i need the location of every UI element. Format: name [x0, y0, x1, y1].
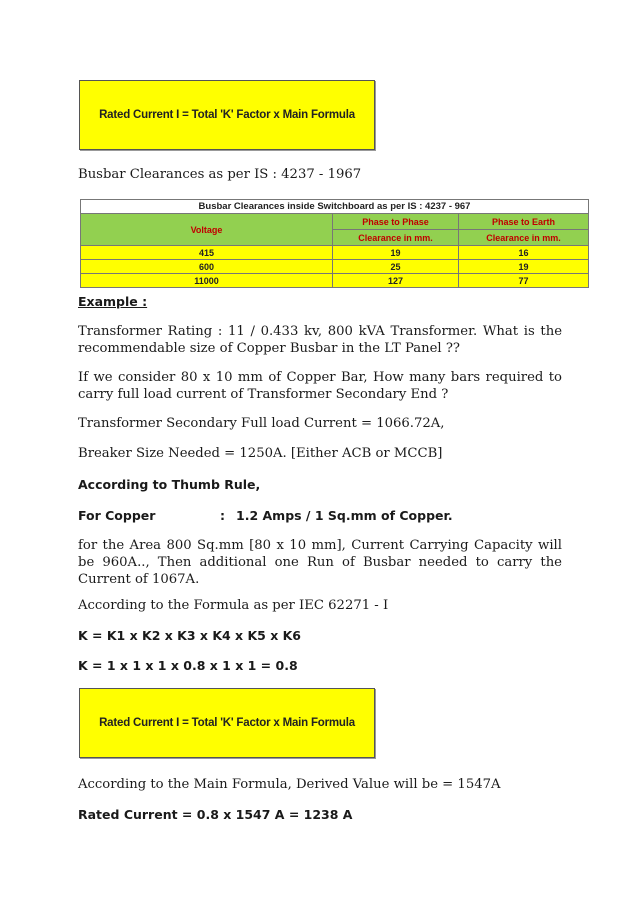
k-value: K = 1 x 1 x 1 x 0.8 x 1 x 1 = 0.8	[78, 658, 298, 673]
rated-current-result: Rated Current = 0.8 x 1547 A = 1238 A	[78, 807, 353, 822]
header-phase-earth-2: Clearance in mm.	[459, 230, 589, 246]
table-header-row	[81, 214, 589, 230]
iec-formula-line: According to the Formula as per IEC 62271 - I	[78, 598, 389, 613]
area-paragraph: for the Area 800 Sq.mm [80 x 10 mm], Current Carrying Capacity will be 960A.., Then additional one Run of Busbar needed to carry the Current of 1067A.	[78, 538, 562, 587]
example-label: Example :	[78, 294, 148, 309]
cell-phase-phase: 127	[333, 274, 459, 288]
cell-phase-phase: 19	[333, 246, 459, 260]
formula-text: Rated Current I = Total 'K' Factor x Main Formula	[99, 717, 355, 729]
copper-rule	[78, 507, 562, 524]
k-formula: K = K1 x K2 x K3 x K4 x K5 x K6	[78, 628, 301, 643]
copper-value: 1.2 Amps / 1 Sq.mm of Copper.	[236, 508, 453, 523]
cell-phase-phase: 25	[333, 260, 459, 274]
main-formula-result: According to the Main Formula, Derived Value will be = 1547A	[78, 777, 501, 792]
cell-voltage: 11000	[81, 274, 333, 288]
full-load-current: Transformer Secondary Full load Current = 1066.72A,	[78, 416, 445, 431]
busbar-clearance-table	[80, 199, 589, 288]
formula-text: Rated Current I = Total 'K' Factor x Main Formula	[99, 109, 355, 121]
thumb-rule-heading: According to Thumb Rule,	[78, 477, 261, 492]
header-phase-phase-2: Clearance in mm.	[333, 230, 459, 246]
cell-voltage: 600	[81, 260, 333, 274]
formula-box-bottom	[79, 688, 375, 758]
table-row	[81, 246, 589, 260]
transformer-question: Transformer Rating : 11 / 0.433 kv, 800 kVA Transformer. What is the recommendable size of Copper Busbar in the LT Panel ??	[78, 324, 562, 356]
table-row	[81, 274, 589, 288]
breaker-size: Breaker Size Needed = 1250A. [Either ACB or MCCB]	[78, 446, 443, 461]
table-row	[81, 260, 589, 274]
table-title: Busbar Clearances inside Switchboard as per IS : 4237 - 967	[81, 200, 589, 214]
header-phase-earth-1: Phase to Earth	[459, 214, 589, 230]
cell-phase-earth: 16	[459, 246, 589, 260]
cell-phase-earth: 19	[459, 260, 589, 274]
bars-question: If we consider 80 x 10 mm of Copper Bar, How many bars required to carry full load current of Transformer Secondary End ?	[78, 370, 562, 402]
header-phase-phase-1: Phase to Phase	[333, 214, 459, 230]
cell-phase-earth: 77	[459, 274, 589, 288]
clearance-heading: Busbar Clearances as per IS : 4237 - 1967	[78, 167, 362, 182]
header-voltage: Voltage	[81, 214, 333, 246]
copper-colon: :	[220, 508, 225, 523]
cell-voltage: 415	[81, 246, 333, 260]
formula-box-top	[79, 80, 375, 150]
copper-label: For Copper	[78, 508, 156, 523]
